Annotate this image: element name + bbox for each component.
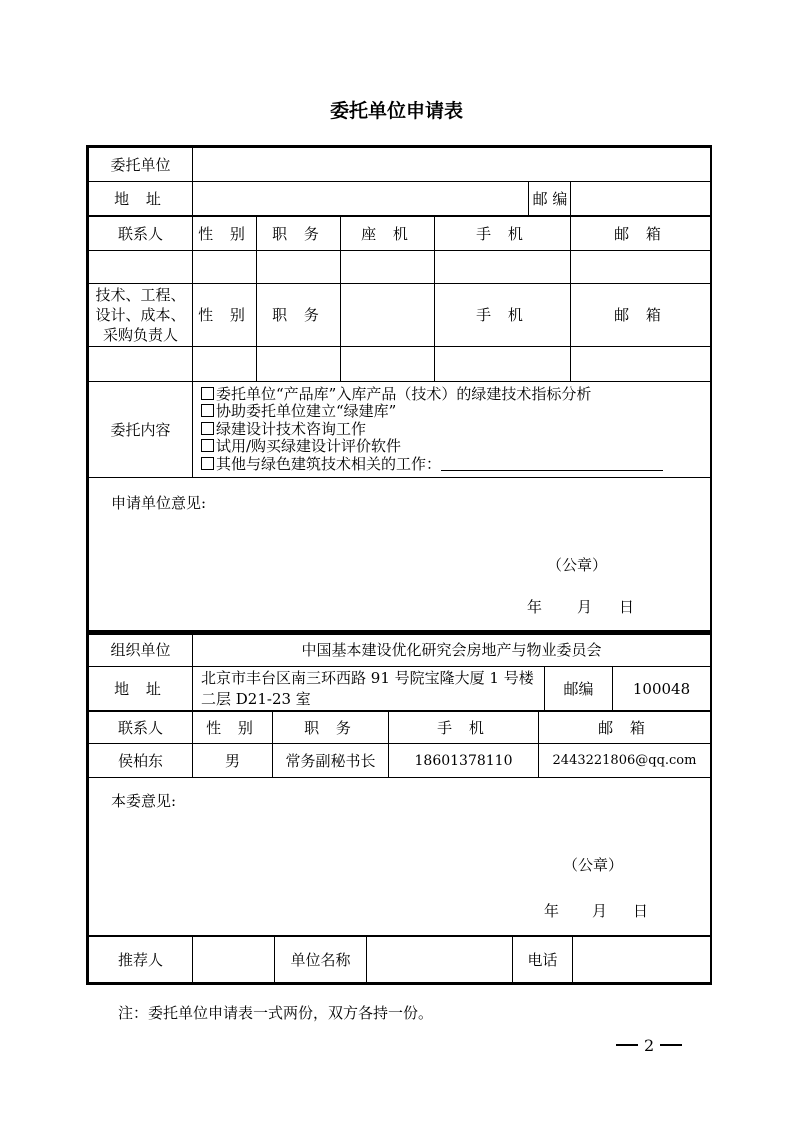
contact-position-field[interactable] xyxy=(257,251,341,284)
page-number-block xyxy=(610,1036,688,1055)
applicant-date-month: 月 xyxy=(577,598,593,616)
tech-email-field[interactable] xyxy=(571,347,711,382)
tech-gender-field[interactable] xyxy=(193,347,257,382)
applicant-date-day: 日 xyxy=(619,598,635,616)
option-label: 绿建设计技术咨询工作 xyxy=(216,419,367,438)
unit-name-label: 单位名称 xyxy=(275,937,367,983)
tech-gender-label: 性 别 xyxy=(193,284,257,347)
applicant-opinion-cell[interactable] xyxy=(89,478,711,633)
org-address-value: 北京市丰台区南三环西路 91 号院宝隆大厦 1 号楼二层 D21-23 室 xyxy=(193,667,545,711)
option-label: 委托单位“产品库”入库产品（技术）的绿建技术指标分析 xyxy=(216,384,592,403)
landline-label: 座 机 xyxy=(341,217,435,251)
option-software[interactable] xyxy=(201,438,710,456)
entrust-unit-label: 委托单位 xyxy=(89,148,193,182)
committee-date-year: 年 xyxy=(544,902,560,920)
option-other[interactable] xyxy=(201,456,710,474)
org-contact-name: 侯柏东 xyxy=(89,744,193,778)
org-contact-mobile: 18601378110 xyxy=(389,744,539,778)
postcode-label-cell xyxy=(529,182,571,216)
checkbox-icon[interactable] xyxy=(201,439,214,452)
content-label: 委托内容 xyxy=(89,382,193,478)
applicant-opinion-label: 申请单位意见: xyxy=(111,494,207,512)
postcode-field[interactable] xyxy=(571,182,711,216)
org-mobile-label: 手 机 xyxy=(389,712,539,744)
committee-opinion-label: 本委意见: xyxy=(111,792,177,810)
address-field[interactable] xyxy=(193,182,529,216)
phone-label: 电话 xyxy=(513,937,573,983)
other-input-line[interactable] xyxy=(441,456,663,471)
contact-name-field[interactable] xyxy=(89,251,193,284)
org-contact-position: 常务副秘书长 xyxy=(273,744,389,778)
tech-position-label: 职 务 xyxy=(257,284,341,347)
org-email-label: 邮 箱 xyxy=(539,712,711,744)
tech-landline-label xyxy=(341,284,435,347)
applicant-seal: （公章） xyxy=(547,556,608,574)
org-gender-label: 性 别 xyxy=(193,712,273,744)
applicant-date-year: 年 xyxy=(527,598,543,616)
org-postcode-value: 100048 xyxy=(613,667,711,711)
tech-person-label: 技术、工程、设计、成本、采购负责人 xyxy=(89,284,193,347)
dash-right-icon xyxy=(660,1044,682,1046)
option-build-library[interactable] xyxy=(201,403,710,421)
tech-landline-field[interactable] xyxy=(341,347,435,382)
org-postcode-label: 邮编 xyxy=(545,667,613,711)
organizer-section xyxy=(86,630,712,985)
page-title: 委托单位申请表 xyxy=(329,100,463,122)
checkbox-icon[interactable] xyxy=(201,404,214,417)
org-name: 中国基本建设优化研究会房地产与物业委员会 xyxy=(193,633,711,667)
committee-date-month: 月 xyxy=(592,902,608,920)
unit-name-field[interactable] xyxy=(367,937,513,983)
org-label: 组织单位 xyxy=(89,633,193,667)
option-consulting[interactable] xyxy=(201,421,710,439)
committee-seal: （公章） xyxy=(563,856,624,874)
address-label: 地 址 xyxy=(89,182,193,216)
org-position-label: 职 务 xyxy=(273,712,389,744)
tech-email-label: 邮 箱 xyxy=(571,284,711,347)
committee-date-day: 日 xyxy=(633,902,649,920)
checkbox-icon[interactable] xyxy=(201,422,214,435)
option-label: 其他与绿色建筑技术相关的工作： xyxy=(216,454,442,473)
option-label: 协助委托单位建立“绿建库” xyxy=(216,402,397,421)
application-section xyxy=(86,145,712,635)
content-options xyxy=(193,382,711,478)
checkbox-icon[interactable] xyxy=(201,457,214,470)
recommender-label: 推荐人 xyxy=(89,937,193,983)
org-contact-gender: 男 xyxy=(193,744,273,778)
org-contact-label: 联系人 xyxy=(89,712,193,744)
contact-gender-field[interactable] xyxy=(193,251,257,284)
entrust-unit-field[interactable] xyxy=(193,148,711,182)
tech-mobile-label: 手 机 xyxy=(435,284,571,347)
phone-field[interactable] xyxy=(573,937,711,983)
org-address-label: 地 址 xyxy=(89,667,193,711)
position-label: 职 务 xyxy=(257,217,341,251)
page-number: 2 xyxy=(644,1036,655,1055)
option-product-analysis[interactable] xyxy=(201,386,710,404)
tech-name-field[interactable] xyxy=(89,347,193,382)
contact-mobile-field[interactable] xyxy=(435,251,571,284)
recommender-field[interactable] xyxy=(193,937,275,983)
email-label: 邮 箱 xyxy=(571,217,711,251)
dash-left-icon xyxy=(616,1044,638,1046)
postcode-label: 邮 编 xyxy=(532,189,568,208)
mobile-label: 手 机 xyxy=(435,217,571,251)
tech-position-field[interactable] xyxy=(257,347,341,382)
org-contact-email: 2443221806@qq.com xyxy=(539,744,711,778)
footnote: 注：委托单位申请表一式两份，双方各持一份。 xyxy=(118,1004,434,1022)
option-label: 试用/购买绿建设计评价软件 xyxy=(216,437,402,456)
contact-landline-field[interactable] xyxy=(341,251,435,284)
contact-email-field[interactable] xyxy=(571,251,711,284)
committee-opinion-cell[interactable] xyxy=(89,778,711,936)
gender-label: 性 别 xyxy=(193,217,257,251)
checkbox-icon[interactable] xyxy=(201,387,214,400)
tech-mobile-field[interactable] xyxy=(435,347,571,382)
contact-label: 联系人 xyxy=(89,217,193,251)
